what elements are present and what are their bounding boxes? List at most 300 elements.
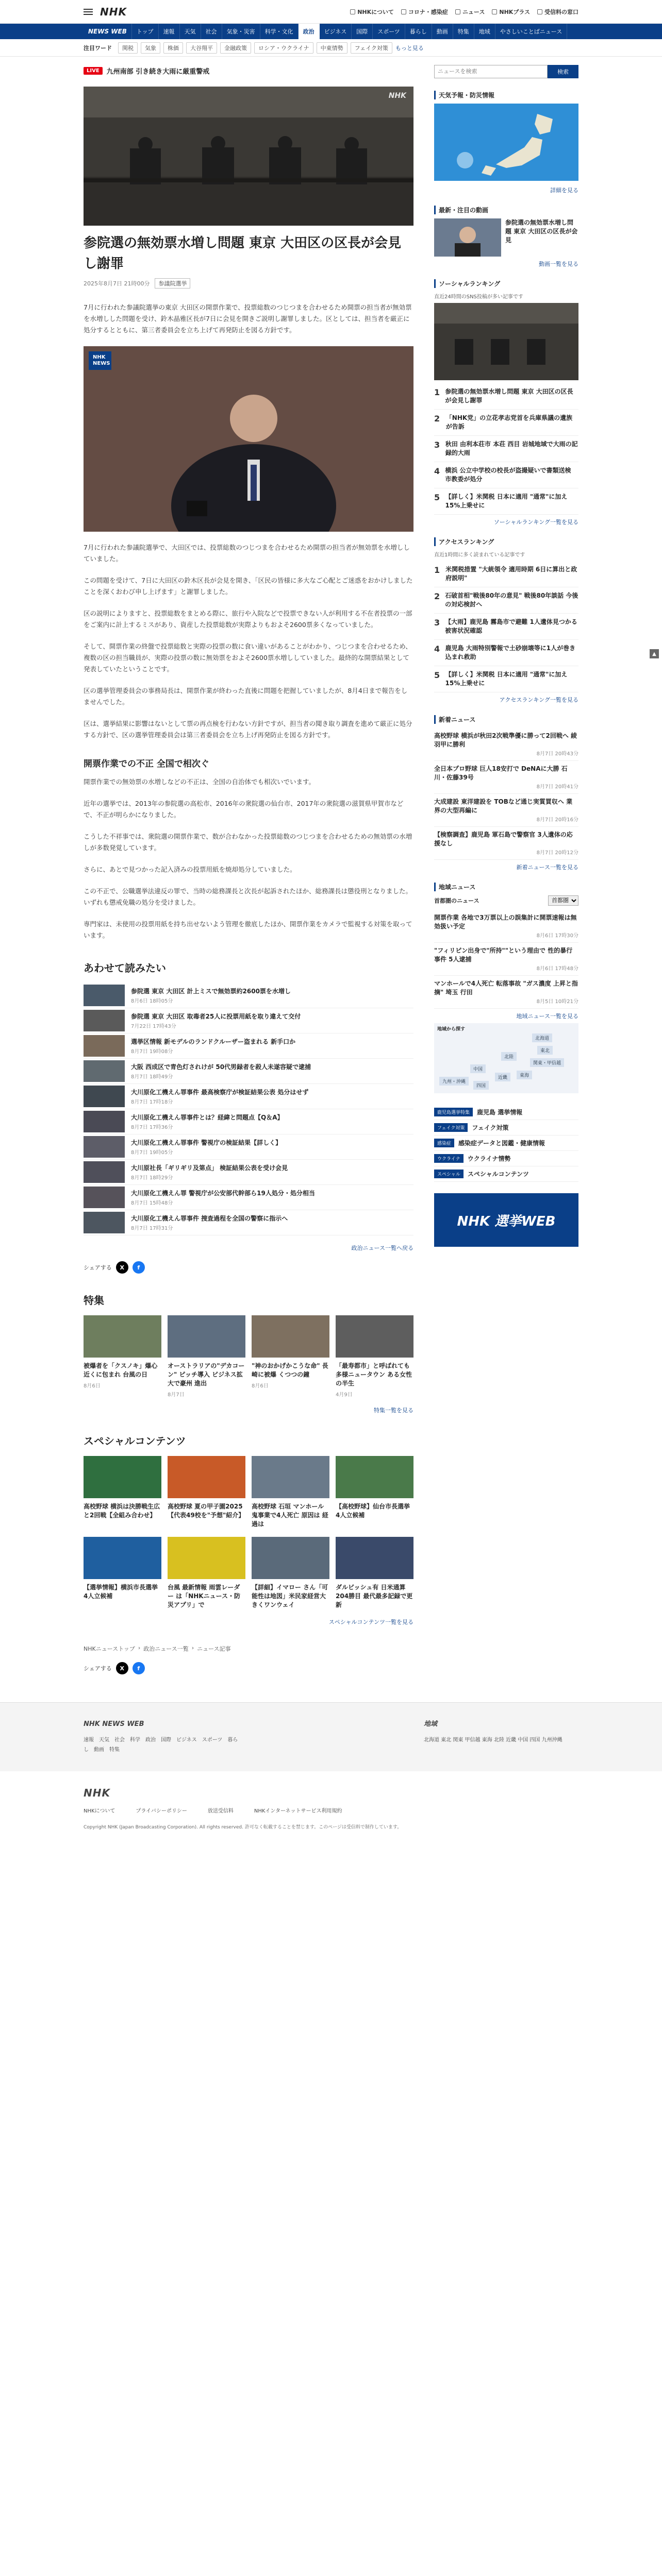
related-text: [131, 1012, 301, 1029]
feature-link-title: スペシャルコンテンツ: [467, 1171, 529, 1178]
region-shikoku[interactable]: 四国: [473, 1081, 489, 1090]
breadcrumb-item[interactable]: 政治ニュース一覧: [143, 1646, 189, 1652]
access-title: アクセスランキング: [434, 537, 578, 546]
feature-card[interactable]: [84, 1315, 161, 1398]
special-card[interactable]: [252, 1537, 329, 1609]
footer-category-link[interactable]: ビジネス: [176, 1737, 197, 1743]
news-date: 8月7日 20時41分: [536, 784, 578, 790]
news-date: 8月7日 20時12分: [536, 850, 578, 856]
feature-thumb: [168, 1315, 245, 1358]
related-item[interactable]: [84, 1210, 413, 1235]
news-icon: [455, 9, 460, 14]
nav-item[interactable]: 国際: [352, 24, 373, 39]
related-date: 8月7日 19時05分: [131, 1149, 173, 1156]
related-thumb: [84, 1086, 125, 1107]
related-text: [131, 1088, 308, 1105]
local-link[interactable]: 地域ニュース一覧を見る: [516, 1013, 578, 1020]
ranking-title: 米関税措置 "大統領令 適用時期 6日に算出と政府説明": [445, 566, 577, 582]
ranking-item[interactable]: [434, 640, 578, 666]
related-title: 選挙区情報 新モデルのランドクルーザー盗まれる 新手口か: [131, 1038, 296, 1045]
related-item[interactable]: [84, 1134, 413, 1160]
region-map: [434, 1023, 578, 1093]
social-image: [434, 303, 578, 380]
special-thumb: [84, 1456, 161, 1498]
nav-item[interactable]: 特集: [453, 24, 474, 39]
related-thumb: [84, 1035, 125, 1057]
related-thumb: [84, 1212, 125, 1233]
news-item[interactable]: [434, 728, 578, 761]
special-more-link[interactable]: スペシャルコンテンツ一覧を見る: [328, 1619, 413, 1625]
lead-paragraph: 7月に行われた参議院選挙の東京 大田区の開票作業で、投票総数のつじつまを合わせるため開票の担当者が無効票を水増しした問題を受け、鈴木晶雅区長が7日に会見を開きご説明し謝罪しました。区としては、担当者を厳正に処分するとともに、第三者委員会を立ち上げて再発防止を図る方針です。: [84, 303, 412, 334]
latest-video-box: [434, 206, 578, 268]
news-date: 8月7日 20時43分: [536, 751, 578, 757]
feature-date: 8月7日: [168, 1392, 185, 1398]
region-map-title: 地域から探す: [437, 1027, 466, 1032]
feature-link-label: ウクライナ: [434, 1154, 464, 1163]
related-item[interactable]: [84, 1033, 413, 1059]
news-title: 開票作業 各地で3万票以上の誤集計に開票速報は無効扱い予定: [434, 914, 577, 930]
footer-category-link[interactable]: 国際: [161, 1737, 171, 1743]
search-input[interactable]: [434, 65, 548, 78]
region-kanto[interactable]: 関東・甲信越: [530, 1058, 564, 1067]
article-category[interactable]: 参議院選挙: [155, 278, 190, 289]
breadcrumb: NHKニューストップ › 政治ニュース一覧 › ニュース記事: [84, 1645, 231, 1652]
feature-link[interactable]: [434, 1166, 578, 1182]
news-item[interactable]: [434, 943, 578, 976]
nav-item[interactable]: 動画: [432, 24, 453, 39]
tag-chip[interactable]: ロシア・ウクライナ: [254, 42, 313, 54]
news-title: 高校野球 横浜が秋田2次戦準優に勝って2回戦へ 綾羽甲に勝利: [434, 732, 577, 748]
new-news-title: 新着ニュース: [434, 715, 578, 724]
related-date: 8月6日 18時05分: [131, 998, 173, 1004]
features-grid: [84, 1315, 413, 1398]
news-title: 【検察調査】鹿児島 軍石島で警察官 3人遺体の応援なし: [434, 831, 573, 847]
section-paragraph: 開票作業での無効票の水増しなどの不正は、全国の自治体でも相次いでいます。: [84, 778, 316, 786]
feature-link-title: 鹿児島 選挙情報: [477, 1109, 523, 1116]
related-date: 8月7日 18時29分: [131, 1175, 173, 1181]
feature-thumb: [252, 1315, 329, 1358]
feature-link-title: ウクライナ情勢: [467, 1155, 511, 1162]
feature-card[interactable]: [336, 1315, 413, 1398]
search-box: [434, 65, 578, 78]
special-title: ダルビッシュ有 日米通算204勝目 最代最多記録で更新: [336, 1584, 413, 1608]
article-date: 2025年8月7日 21時00分: [84, 280, 150, 287]
feature-title: "神のおかげかこうな命" 長崎に被爆 くつつの鐘: [252, 1362, 328, 1378]
access-link[interactable]: アクセスランキング一覧を見る: [499, 697, 578, 703]
weather-title: 天気予報・防災情報: [434, 91, 578, 99]
nav-item[interactable]: 天気: [180, 24, 201, 39]
ranking-item[interactable]: [434, 410, 578, 436]
ranking-title: 「NHK党」の立花孝志党首を兵庫県議の遺族が告訴: [445, 414, 573, 430]
feature-thumb: [336, 1315, 413, 1358]
ranking-item[interactable]: [434, 383, 578, 410]
feature-link-label: スペシャル: [434, 1170, 464, 1178]
article-photo: [84, 87, 413, 226]
special-card[interactable]: [336, 1456, 413, 1529]
tag-chip[interactable]: フェイク対策: [351, 42, 392, 54]
related-title: 大阪 西成区で青色灯されけが 50代男録者を殺人未遂容疑で逮捕: [131, 1063, 311, 1071]
feature-links: [434, 1105, 578, 1182]
footer-link[interactable]: NHKについて: [84, 1808, 115, 1814]
special-thumb: [252, 1537, 329, 1579]
news-item[interactable]: [434, 910, 578, 943]
ranking-number: 2: [434, 414, 440, 423]
social-link[interactable]: ソーシャルランキング一覧を見る: [493, 519, 578, 526]
menu-icon[interactable]: [84, 9, 93, 15]
article-video[interactable]: [84, 346, 413, 532]
footer-category-link[interactable]: 政治: [145, 1737, 156, 1743]
yen-icon: [537, 9, 542, 14]
special-thumb: [168, 1456, 245, 1498]
related-item[interactable]: [84, 983, 413, 1008]
social-title: ソーシャルランキング: [434, 279, 578, 288]
footer-nhk-logo[interactable]: NHK: [84, 1787, 110, 1799]
special-title: 【高校野球】仙台市長選挙 4人立候補: [336, 1503, 410, 1519]
nav-item[interactable]: 政治: [299, 24, 320, 39]
feature-link-label: フェイク対策: [434, 1123, 468, 1132]
nav-item[interactable]: やさしいことばニュース: [495, 24, 567, 39]
tag-chip[interactable]: 関税: [118, 42, 138, 54]
nav-item[interactable]: 地域: [474, 24, 495, 39]
nav-item[interactable]: 速報: [159, 24, 180, 39]
mayor-image: [84, 346, 413, 532]
news-title: "フィリピン出身で"所持""という理由で 性的暴行事件 5人逮捕: [434, 947, 573, 963]
related-item[interactable]: [84, 1185, 413, 1210]
feature-link[interactable]: [434, 1136, 578, 1151]
article: [84, 65, 413, 1684]
related-title: 参院選 東京 大田区 計上ミスで無効票約2600票を水増し: [131, 987, 291, 995]
ranking-title: 鹿児島 大雨特別警報で土砂崩壊等に1人が巻き込まれ救助: [445, 645, 576, 660]
footer-regions: [424, 1719, 578, 1755]
ranking-number: 1: [434, 565, 440, 575]
play-icon: [492, 9, 497, 14]
tags-more-link[interactable]: もっと見る: [395, 45, 424, 52]
latest-title: 最新・注目の動画: [434, 206, 578, 214]
breaking-banner[interactable]: [84, 65, 413, 76]
article-paragraph: 区は、選挙結果に影響はないとして票の再点検を行わない方針ですが、担当者の聞き取り調査を進めて厳正に処分する方針で、区の選挙管理委員会は第三者委員会を立ち上げ再発防止を図る方針です。: [84, 720, 412, 739]
feature-link-title: フェイク対策: [472, 1124, 509, 1131]
ranking-item[interactable]: [434, 666, 578, 692]
special-title: 【選挙情報】横浜市長選挙 4人立候補: [84, 1584, 158, 1600]
footer-region-list[interactable]: 北海道 東北 関東 甲信越 東海 北陸 近畿 中国 四国 九州沖縄: [424, 1737, 562, 1743]
special-thumb: [168, 1537, 245, 1579]
features-heading: 特集: [84, 1294, 104, 1307]
article-paragraph: 7月に行われた参議院選挙で、大田区では、投票総数のつじつまを合わせるため開票の担当者が無効票を水増ししていました。: [84, 544, 410, 563]
feature-title: 被爆者を「クスノキ」爆心近くに包まれ 台風の日: [84, 1362, 158, 1378]
related-title: 大川原化工機えん罪 警視庁が公安部代幹部ら19人処分・処分相当: [131, 1189, 315, 1197]
related-date: 8月7日 15時48分: [131, 1200, 173, 1206]
breadcrumb-item[interactable]: NHKニューストップ: [84, 1646, 135, 1652]
nav-item[interactable]: ビジネス: [320, 24, 352, 39]
region-kinki[interactable]: 近畿: [495, 1073, 510, 1081]
ranking-item[interactable]: [434, 436, 578, 462]
related-title: 大川原化工機えん罪事件とは？経緯と問題点【Q＆A】: [131, 1113, 284, 1121]
feature-card[interactable]: [252, 1315, 329, 1398]
footer-category-link[interactable]: 科学: [130, 1737, 140, 1743]
virus-icon: [401, 9, 406, 14]
press-conference-image: [84, 87, 413, 226]
related-title: 大川原化工機えん罪事件 最高検察庁が検証結果公表 処分はせず: [131, 1088, 309, 1096]
related-thumb: [84, 1161, 125, 1183]
related-date: 8月7日 19時08分: [131, 1048, 173, 1055]
access-subtitle: 直近1時間に多く読まれている記事です: [434, 552, 525, 558]
related-text: [131, 1214, 288, 1231]
region-kyushu[interactable]: 九州・沖縄: [439, 1077, 469, 1086]
photo-nhk-logo: NHK: [388, 92, 406, 100]
copyright: Copyright NHK (Japan Broadcasting Corporation). All rights reserved. 許可なく転載することを禁じます。このページは受信料で制作しています。: [84, 1825, 402, 1830]
special-title: 高校野球 横浜は決勝戦生広と2回戦【全組み合わせ】: [84, 1503, 160, 1519]
breadcrumb-item: ニュース記事: [197, 1646, 231, 1652]
video-thumb-image: [434, 218, 501, 257]
news-date: 8月5日 10時21分: [536, 999, 578, 1005]
special-card[interactable]: [252, 1456, 329, 1529]
related-thumb: [84, 985, 125, 1006]
section-paragraph: さらに、あとで見つかった記入済みの投票用紙を焼却処分していました。: [84, 866, 296, 873]
article-title: 参院選の無効票水増し問題 東京 大田区の区長が会見し謝罪: [84, 235, 402, 272]
related-date: 8月7日 17時36分: [131, 1124, 173, 1130]
ranking-number: 4: [434, 644, 440, 654]
special-card[interactable]: [84, 1456, 161, 1529]
footer-link[interactable]: NHKインターネットサービス利用規約: [254, 1808, 342, 1814]
scroll-top-icon[interactable]: ▲: [650, 649, 659, 658]
special-card[interactable]: [168, 1537, 245, 1609]
ranking-item[interactable]: [434, 587, 578, 614]
related-text: [131, 1063, 311, 1080]
related-date: 7月22日 17時43分: [131, 1023, 176, 1029]
social-subtitle: 直近24時間のSNS投稿が多い記事です: [434, 294, 523, 300]
section-heading: 開票作業での不正 全国で相次ぐ: [84, 759, 209, 769]
weather-link[interactable]: 詳細を見る: [550, 187, 578, 194]
weather-box: [434, 91, 578, 194]
latest-video-thumb[interactable]: [434, 218, 501, 257]
footer-category-link[interactable]: 暮らし: [84, 1737, 238, 1753]
ranking-number: 5: [434, 493, 440, 502]
footer: [0, 1702, 662, 1771]
news-item[interactable]: [434, 794, 578, 827]
local-news: [434, 883, 578, 1093]
news-item[interactable]: [434, 761, 578, 794]
ranking-number: 3: [434, 618, 440, 628]
related-thumb: [84, 1010, 125, 1031]
header-link-covid[interactable]: コロナ・感染症: [401, 8, 448, 16]
news-item[interactable]: [434, 827, 578, 860]
special-card[interactable]: [336, 1537, 413, 1609]
related-thumb: [84, 1111, 125, 1132]
news-title: マンホールで4人死亡 転落事故 "ガス濃度 上昇と指摘" 埼玉 行田: [434, 980, 578, 996]
feature-date: 8月6日: [252, 1383, 269, 1389]
header-link-news[interactable]: ニュース: [455, 8, 485, 16]
x-share-icon[interactable]: X: [116, 1662, 128, 1674]
nhk-news-badge: NHK NEWS: [89, 351, 111, 370]
new-news-link[interactable]: 新着ニュース一覧を見る: [516, 864, 578, 871]
social-top-image[interactable]: [434, 303, 578, 380]
news-title: 全日本プロ野球 巨人18安打で DeNAに大勝 石川・佐藤39号: [434, 765, 568, 781]
region-hokkaido[interactable]: 北海道: [532, 1033, 552, 1042]
related-list: [84, 983, 413, 1235]
search-button[interactable]: 検索: [548, 65, 578, 78]
footer-link[interactable]: 放送受信料: [207, 1808, 234, 1814]
section-paragraph: 専門家は、未使用の投票用紙を持ち出せないよう管理を徹底したほか、開票作業をカメラで監視する対策を取っています。: [84, 920, 412, 939]
tag-chip[interactable]: 金融政策: [220, 42, 251, 54]
footer-category-link[interactable]: スポーツ: [202, 1737, 223, 1743]
main-nav: [0, 24, 662, 39]
footer-brand[interactable]: NHK NEWS WEB: [84, 1720, 144, 1728]
nav-item[interactable]: 科学・文化: [260, 24, 299, 39]
feature-title: 「最寿都市」と呼ばれても 多様ニュータウン ある女性の半生: [336, 1362, 412, 1387]
related-more-link[interactable]: 政治ニュース一覧へ戻る: [351, 1245, 413, 1251]
nav-brand[interactable]: NEWS WEB: [84, 24, 132, 39]
news-title: 大成建設 東洋建設を TOBなど通じ実質買収へ 業界の大型再編に: [434, 798, 573, 814]
weather-map[interactable]: [434, 104, 578, 181]
region-dropdown[interactable]: [548, 895, 578, 906]
ranking-number: 1: [434, 387, 440, 397]
facebook-share-icon[interactable]: f: [133, 1261, 145, 1274]
feature-title: オーストラリアの"デカコーン" ピッチ導入 ビジネス拡大で豪州 進出: [168, 1362, 245, 1387]
footer-category-link[interactable]: 速報: [84, 1737, 94, 1743]
nav-item[interactable]: トップ: [132, 24, 159, 39]
region-tohoku[interactable]: 東北: [537, 1046, 553, 1055]
local-title: 地域ニュース: [434, 883, 578, 891]
footer-region-title: 地域: [424, 1720, 438, 1728]
election-banner[interactable]: NHK 選挙WEB: [434, 1193, 578, 1247]
feature-link[interactable]: [434, 1120, 578, 1136]
feature-thumb: [84, 1315, 161, 1358]
feature-link-label: 感染症: [434, 1139, 454, 1147]
related-title: 大川原化工機えん罪事件 捜査過程を全国の警察に指示へ: [131, 1214, 288, 1222]
related-text: [131, 1113, 284, 1130]
news-date: 8月7日 20時16分: [536, 817, 578, 823]
ranking-number: 2: [434, 591, 440, 601]
nav-item[interactable]: 社会: [201, 24, 222, 39]
related-thumb: [84, 1060, 125, 1082]
region-chugoku[interactable]: 中国: [470, 1064, 486, 1073]
related-date: 8月7日 17時18分: [131, 1099, 173, 1105]
nav-item[interactable]: 暮らし: [405, 24, 432, 39]
article-paragraph: 区の選挙管理委員会の事務局長は、開票作業が終わった直後に問題を把握していましたが、8月4日まで報告をしませんでした。: [84, 687, 408, 706]
related-item[interactable]: [84, 1059, 413, 1084]
ranking-title: 秋田 由利本荘市 本荘 西目 岩城地域で大雨の記録的大雨: [445, 440, 578, 456]
related-item[interactable]: [84, 1160, 413, 1185]
header-link-about[interactable]: NHKについて: [350, 8, 394, 16]
related-thumb: [84, 1187, 125, 1208]
footer-category-link[interactable]: 社会: [114, 1737, 125, 1743]
ranking-title: 石破首相"戦後80年の意見" 戦後80年談話 今後の対応検討へ: [445, 592, 578, 608]
feature-date: 4月9日: [336, 1392, 353, 1398]
share-bar: [84, 1261, 413, 1274]
news-item[interactable]: [434, 976, 578, 1009]
section-paragraph: この不正で、公職選挙法違反の罪で、当時の総務課長と次長が起訴されたほか、総務課長は懲役刑となりました。いずれも懲戒免職の処分を受けました。: [84, 887, 412, 906]
social-ranking: [434, 279, 578, 526]
footer-category-link[interactable]: 動画: [94, 1747, 104, 1753]
tag-row: [0, 39, 662, 57]
related-thumb: [84, 1136, 125, 1158]
region-tokai[interactable]: 東海: [517, 1071, 532, 1079]
breaking-text: 九州南部 引き続き大雨に厳重警戒: [106, 67, 210, 76]
share-label: シェアする: [84, 1264, 112, 1271]
region-hokuriku[interactable]: 北陸: [501, 1052, 517, 1061]
related-item[interactable]: [84, 1109, 413, 1134]
facebook-share-icon[interactable]: f: [133, 1662, 145, 1674]
ranking-title: 参院選の無効票水増し問題 東京 大田区の区長が会見し謝罪: [445, 388, 573, 404]
footer-category-link[interactable]: 天気: [99, 1737, 109, 1743]
nav-item[interactable]: スポーツ: [373, 24, 405, 39]
special-title: 台風 最新情報 雨雲レーダー は「NHKニュース・防災アプリ」で: [168, 1584, 240, 1608]
article-paragraph: 区の説明によりますと、投票総数をまとめる際に、旅行や入院などで投票できない人が利用する不在者投票の一部をご案内に計上するミスがあり、資産した投票総数が実際よりもおよそ2600票多くなっていました。: [84, 609, 412, 629]
nhk-logo[interactable]: NHK: [100, 5, 127, 18]
footer-categories: [84, 1719, 238, 1755]
latest-caption[interactable]: 参院選の無効票水増し問題 東京 大田区の区長が会見: [505, 219, 578, 244]
related-text: [131, 987, 291, 1004]
ranking-item[interactable]: [434, 561, 578, 587]
ranking-item[interactable]: [434, 614, 578, 640]
house-icon: [350, 9, 355, 14]
special-card[interactable]: [168, 1456, 245, 1529]
tag-chip[interactable]: 中東情勢: [317, 42, 347, 54]
related-title: 参院選 東京 大田区 取毒者25人に投票用紙を取り違えて交付: [131, 1012, 301, 1020]
related-heading: あわせて読みたい: [84, 962, 166, 974]
new-news: [434, 715, 578, 871]
tag-chip[interactable]: 気象: [141, 42, 160, 54]
related-title: 大川原社長「ギリギリ及第点」 検証結果公表を受け会見: [131, 1164, 288, 1172]
nav-item[interactable]: 気象・災害: [222, 24, 260, 39]
ranking-number: 5: [434, 670, 440, 680]
feature-link[interactable]: [434, 1105, 578, 1120]
special-card[interactable]: [84, 1537, 161, 1609]
feature-link[interactable]: [434, 1151, 578, 1166]
share-bar-bottom: [84, 1662, 413, 1674]
local-selected: 首都圏のニュース: [434, 897, 479, 904]
footer-category-link[interactable]: 特集: [109, 1747, 120, 1753]
related-date: 8月7日 18時49分: [131, 1074, 173, 1080]
live-badge: LIVE: [84, 67, 103, 75]
article-paragraph: そして、開票作業の終盤で投票総数と実際の投票の数に食い違いがあることがわかり、つじつまを合わせるため、複数の区の担当職員が、実際の投票の数に無効票をおよそ2600票水増ししていました。最終的な開票結果として発表していたということです。: [84, 642, 412, 673]
ranking-item[interactable]: [434, 462, 578, 488]
related-text: [131, 1189, 315, 1206]
tag-chip[interactable]: 大谷翔平: [186, 42, 217, 54]
bottom-footer: [84, 1771, 578, 1840]
features-more-link[interactable]: 特集一覧を見る: [374, 1407, 413, 1414]
related-item[interactable]: [84, 1084, 413, 1109]
share-label: シェアする: [84, 1665, 112, 1672]
header-link-plus[interactable]: NHKプラス: [492, 8, 530, 16]
special-thumb: [336, 1456, 413, 1498]
ranking-title: 【大雨】鹿児島 霧島市で避難 1人遺体見つかる 被害状況確認: [445, 618, 577, 634]
latest-link[interactable]: 動画一覧を見る: [539, 261, 578, 267]
article-meta: [84, 278, 413, 289]
special-heading: スペシャルコンテンツ: [84, 1435, 186, 1447]
feature-card[interactable]: [168, 1315, 245, 1398]
related-title: 大川原化工機えん罪事件 警視庁の検証結果【詳しく】: [131, 1139, 282, 1146]
x-share-icon[interactable]: X: [116, 1261, 128, 1274]
related-item[interactable]: [84, 1008, 413, 1033]
footer-link[interactable]: プライバシーポリシー: [136, 1808, 187, 1814]
section-paragraph: こうした不祥事では、衆院選の開票作業で、数が合わなかった投票総数のつじつまを合わせるための無効票の水増しが多数発覚しています。: [84, 833, 412, 852]
special-title: 高校野球 夏の甲子園2025 【代表49校を"予想"紹介】: [168, 1503, 245, 1519]
ranking-item[interactable]: [434, 488, 578, 515]
ranking-title: 【詳しく】米関税 日本に適用 "通常"に加え15%上乗せに: [445, 493, 568, 509]
tag-chip[interactable]: 株価: [163, 42, 183, 54]
access-ranking: [434, 537, 578, 704]
ranking-number: 3: [434, 440, 440, 450]
related-date: 8月7日 17時31分: [131, 1225, 173, 1231]
special-title: 【詳細】イマロー さん「可能性は地図」米民家経営大きくワンウェイ: [252, 1584, 328, 1608]
special-thumb: [252, 1456, 329, 1498]
article-paragraph: この問題を受けて、7日に大田区の鈴木区長が会見を開き、「区民の皆様に多大なご心配とご迷惑をおかけしましたことを深くおわび申し上げます」と謝罪しました。: [84, 577, 413, 596]
section-paragraph: 近年の選挙では、2013年の参院選の高松市、2016年の衆院選の仙台市、2017年の衆院選の滋賀県甲賀市などで、不正が明らかになりました。: [84, 800, 404, 819]
ranking-number: 4: [434, 466, 440, 476]
header-link-fee[interactable]: 受信料の窓口: [537, 8, 578, 16]
news-date: 8月6日 17時48分: [536, 966, 578, 972]
